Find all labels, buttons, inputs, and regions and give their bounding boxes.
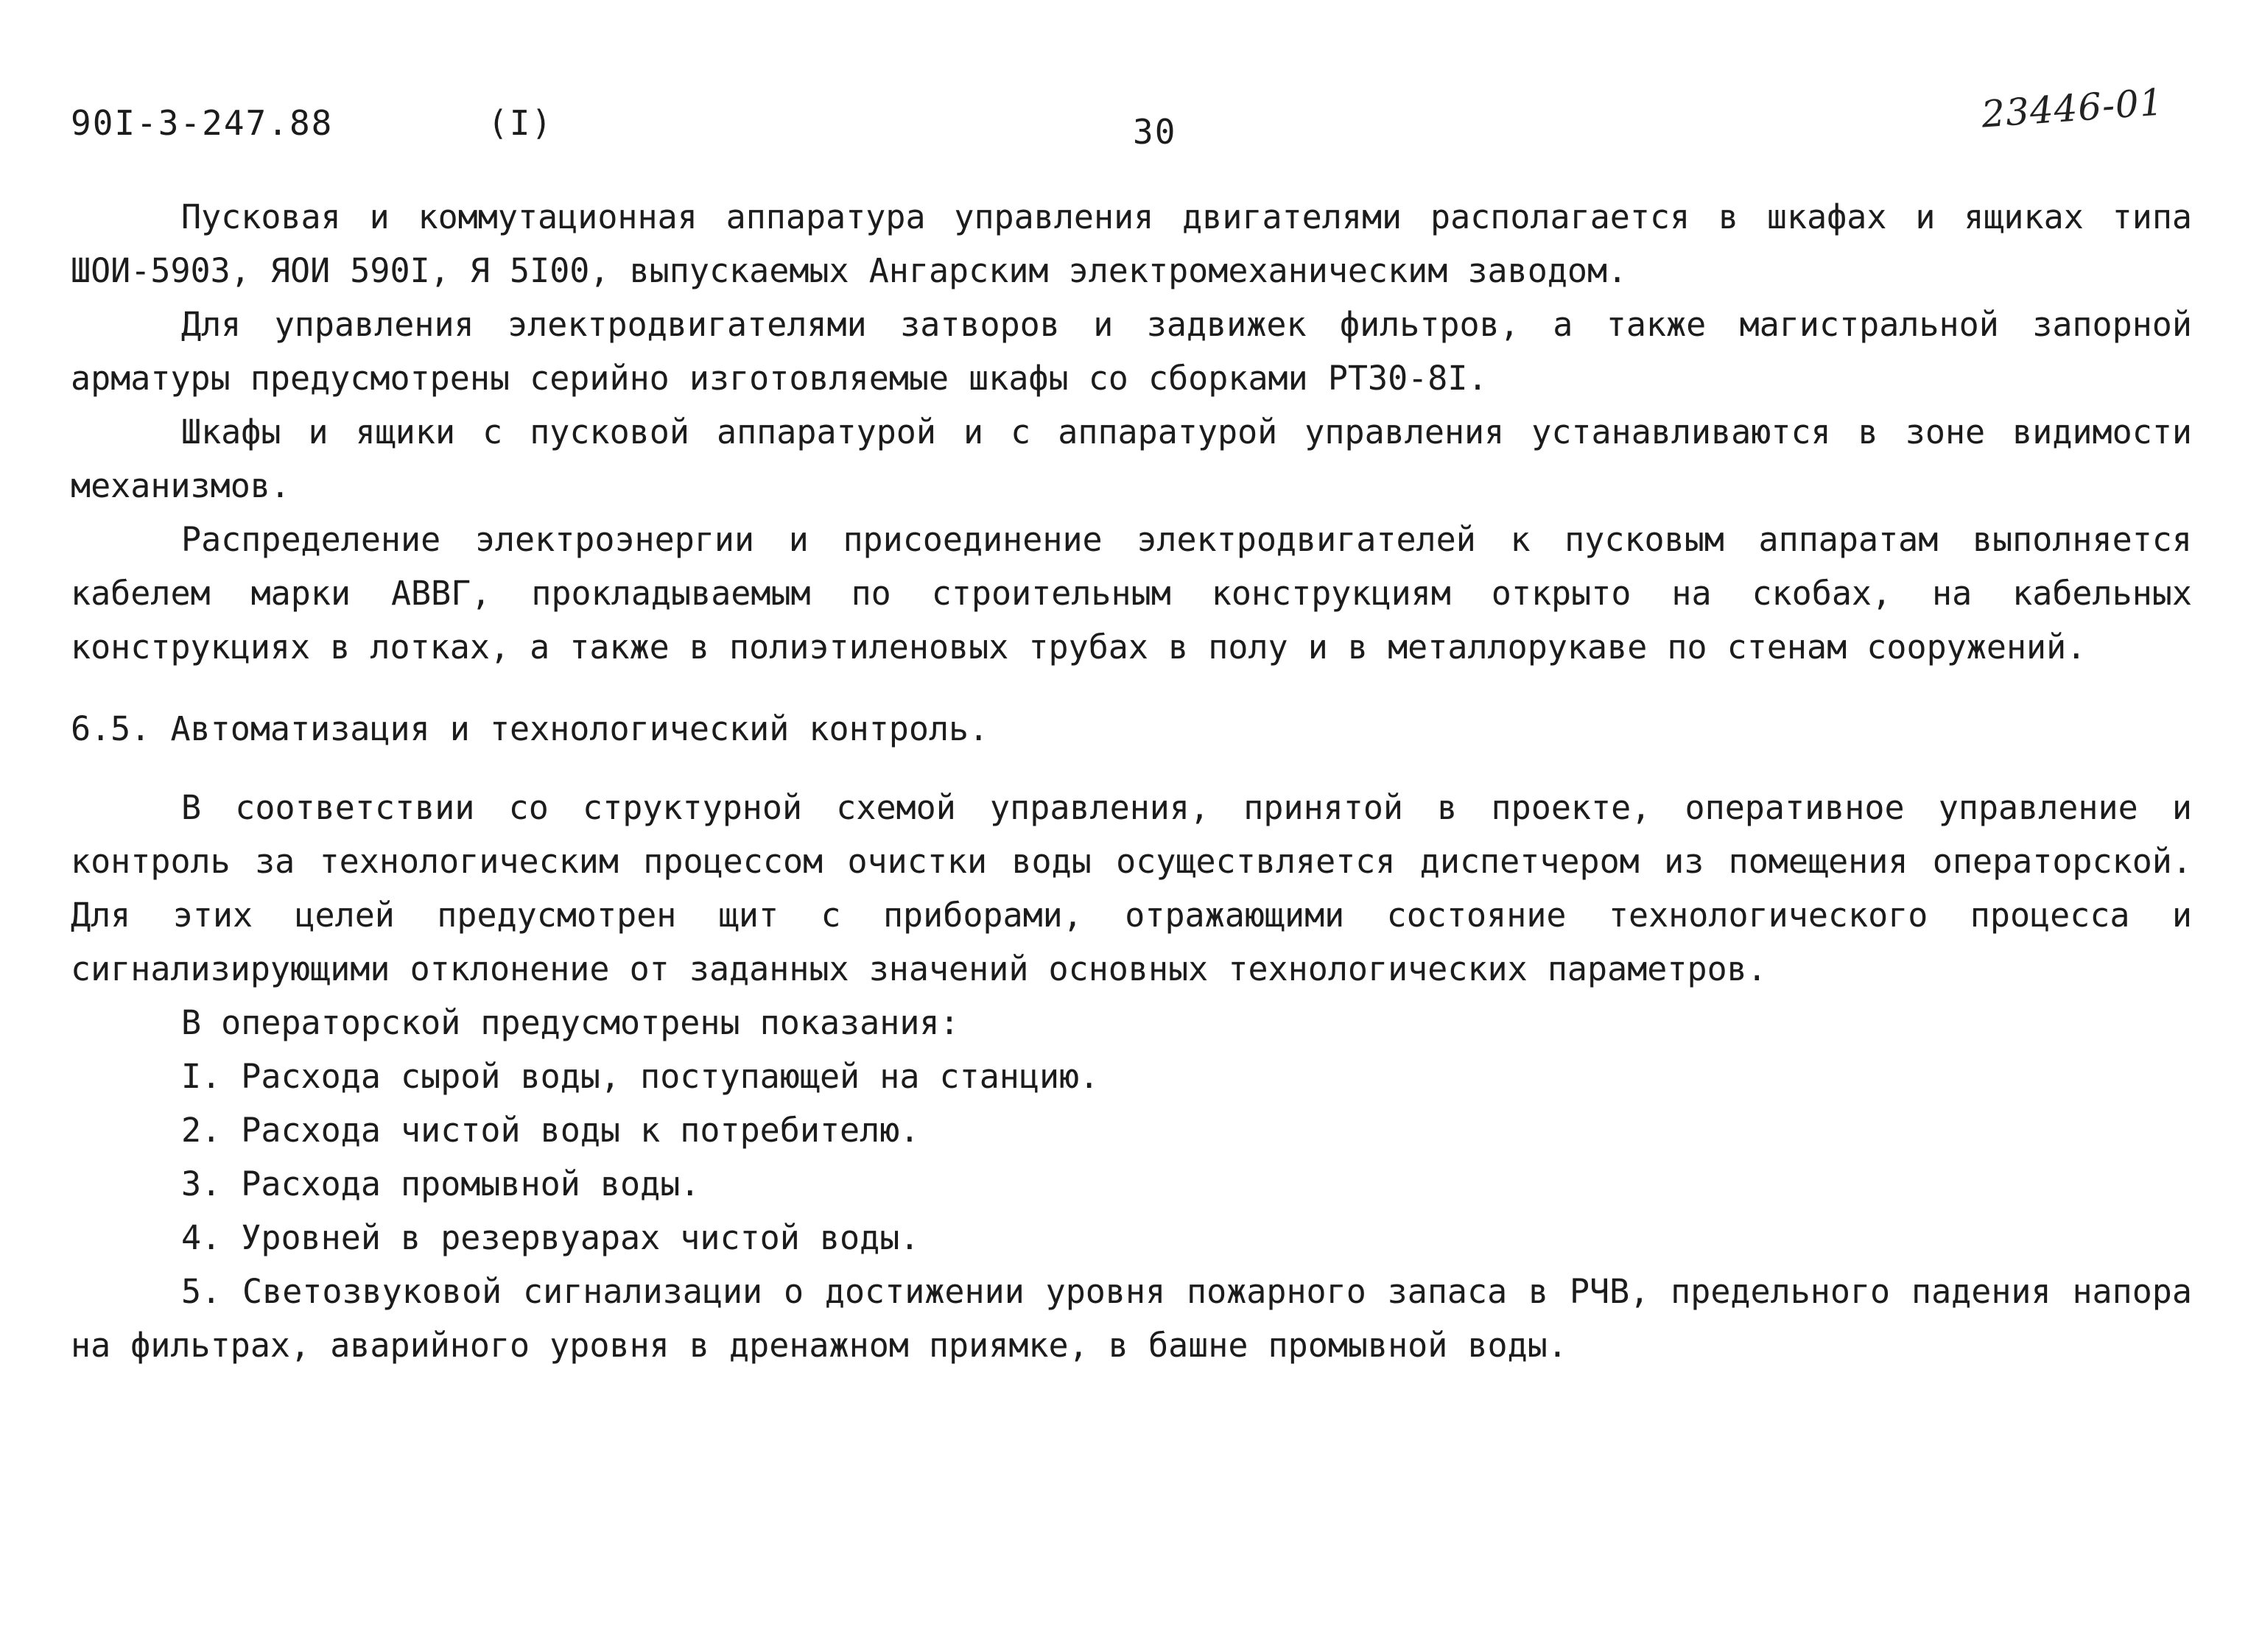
volume-number: (I)	[488, 103, 554, 143]
paragraph: Распределение электроэнергии и присоединение электродвигателей к пусковым аппаратам выполняется кабелем марки АВВГ, прокладываемым по строительным конструкциям открыто на скобах, на кабельных конструкциях в лотках, а также в полиэтиленовых трубах в полу и в металлорукаве по стенам сооружений.	[71, 520, 2192, 667]
document-code: 90I-3-247.88	[71, 103, 334, 143]
list-item: 5. Светозвуковой сигнализации о достижении уровня пожарного запаса в РЧВ, предельного падения напора на фильтрах, аварийного уровня в дренажном приямке, в башне промывной воды.	[71, 1272, 2192, 1365]
paragraph: В соответствии со структурной схемой управления, принятой в проекте, оперативное управление и контроль за технологическим процессом очистки воды осуществляется диспетчером из помещения операторской. Для этих целей предусмотрен щит с приборами, отражающими состояние технологического процесса и сигнализирующими отклонение от заданных значений основных технологических параметров.	[71, 788, 2192, 988]
list-item: 3. Расхода промывной воды.	[181, 1164, 700, 1203]
section-heading: 6.5. Автоматизация и технологический контроль.	[71, 709, 989, 748]
page-number: 30	[1133, 112, 1177, 152]
paragraph: Пусковая и коммутационная аппаратура управления двигателями располагается в шкафах и ящиках типа ШОИ-5903, ЯОИ 590I, Я 5I00, выпускаемых Ангарским электромеханическим заводом.	[71, 197, 2192, 290]
paragraph: Для управления электродвигателями затворов и задвижек фильтров, а также магистральной запорной арматуры предусмотрены серийно изготовляемые шкафы со сборками РТЗ0-8I.	[71, 305, 2192, 398]
document-body	[71, 190, 2192, 1372]
archive-number: 23446-01	[1980, 80, 2166, 136]
paragraph: В операторской предусмотрены показания:	[181, 1003, 960, 1042]
list-item: 2. Расхода чистой воды к потребителю.	[181, 1111, 920, 1150]
list-item: 4. Уровней в резервуарах чистой воды.	[181, 1218, 920, 1257]
list-item: I. Расхода сырой воды, поступающей на станцию.	[181, 1057, 1100, 1096]
paragraph: Шкафы и ящики с пусковой аппаратурой и с аппаратурой управления устанавливаются в зоне видимости механизмов.	[71, 412, 2192, 505]
